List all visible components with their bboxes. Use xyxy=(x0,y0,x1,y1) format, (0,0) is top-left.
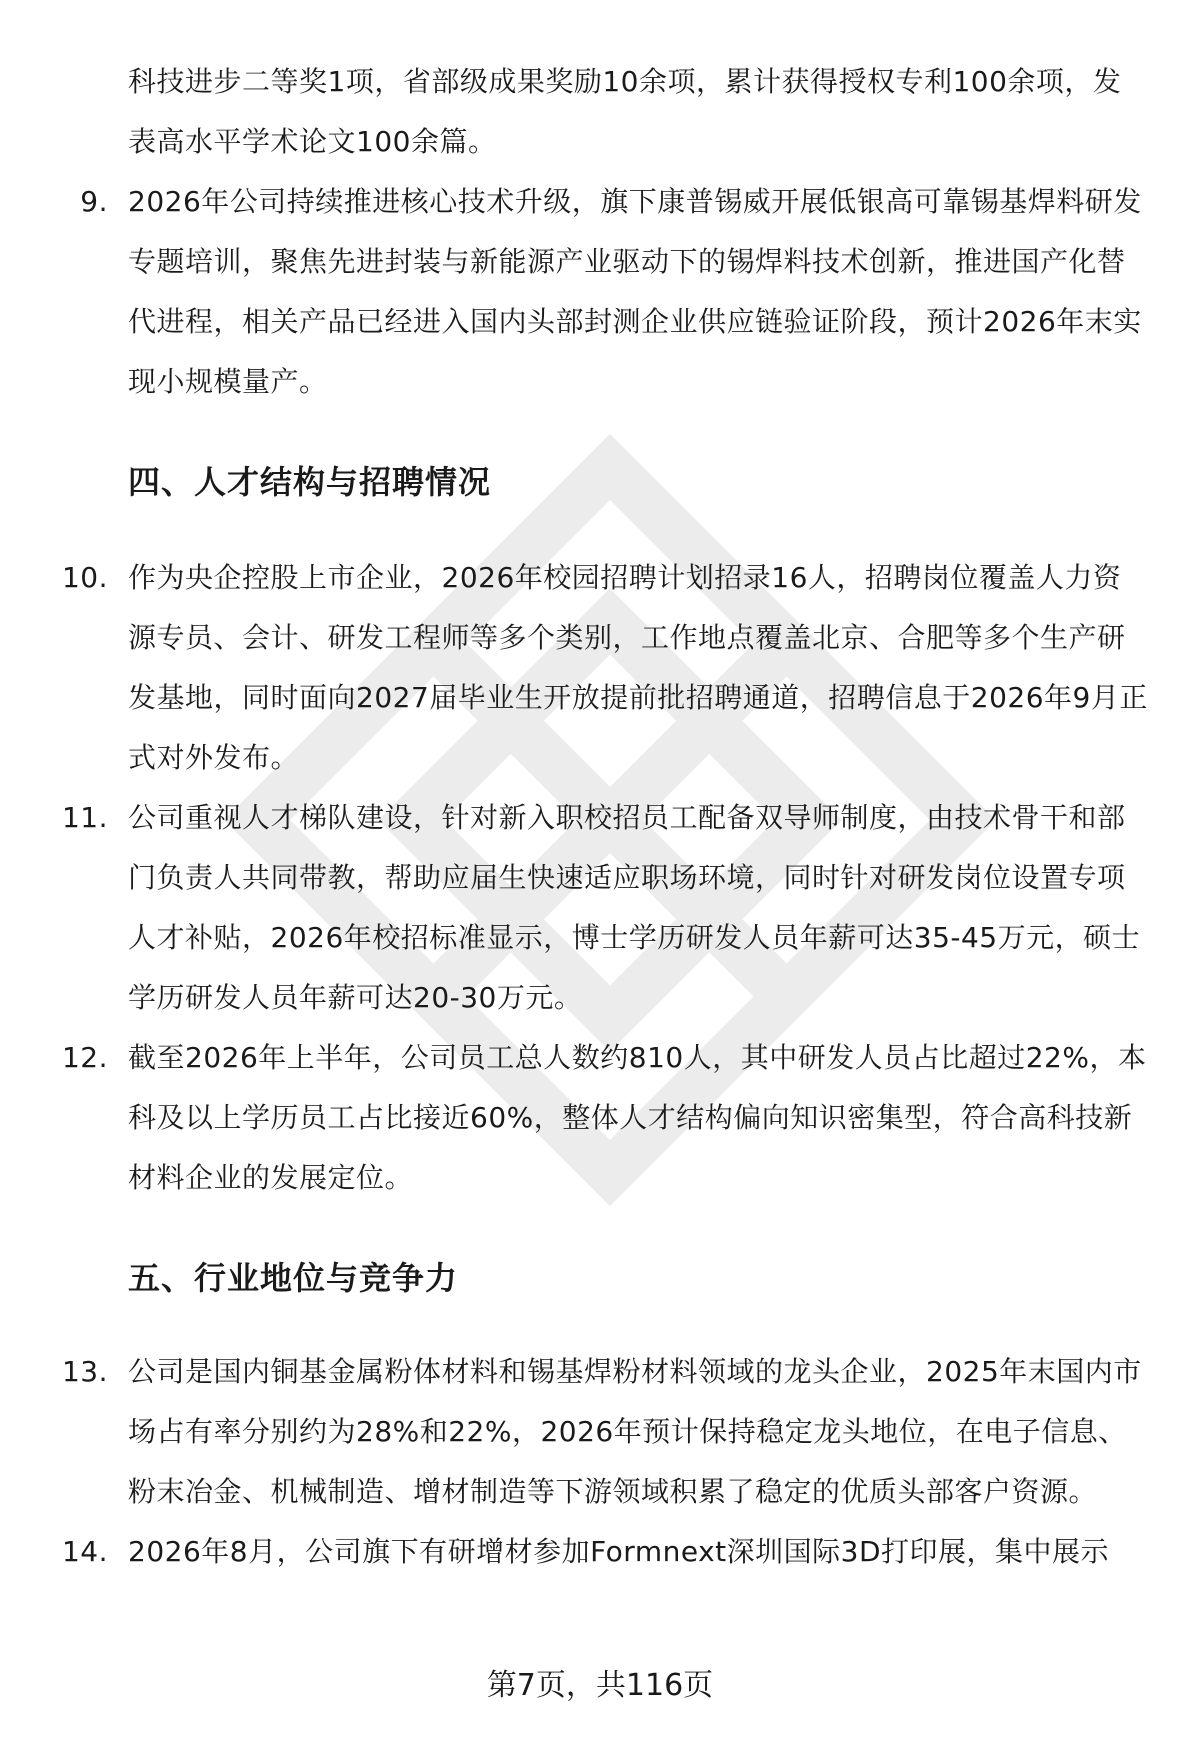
list-item xyxy=(0,1028,1200,1208)
list-item xyxy=(0,788,1200,1028)
list-item xyxy=(0,1342,1200,1522)
list-item-number: 13. xyxy=(61,1355,108,1388)
list-item-text: 2026年8月，公司旗下有研增材参加Formnext深圳国际3D打印展，集中展示 xyxy=(128,1535,1110,1568)
list-item-number: 10. xyxy=(61,561,108,594)
list-item-number: 11. xyxy=(61,801,108,834)
section-heading-talent: 四、人才结构与招聘情况 xyxy=(128,463,492,501)
list-item-number: 12. xyxy=(61,1041,108,1074)
list-item xyxy=(0,172,1200,412)
list-item-text: 公司是国内铜基金属粉体材料和锡基焊粉材料领域的龙头企业，2025年末国内市场占有率分别约为28%和22%，2026年预计保持稳定龙头地位，在电子信息、粉末冶金、机械制造、增材制造等下游领域积累了稳定的优质头部客户资源。 xyxy=(128,1355,1142,1508)
list-item-number: 9. xyxy=(80,185,108,218)
list-item-number: 14. xyxy=(61,1535,108,1568)
list-item-text: 截至2026年上半年，公司员工总人数约810人，其中研发人员占比超过22%，本科及以上学历员工占比接近60%，整体人才结构偏向知识密集型，符合高科技新材料企业的发展定位。 xyxy=(128,1041,1147,1194)
list-item-text: 作为央企控股上市企业，2026年校园招聘计划招录16人，招聘岗位覆盖人力资源专员、会计、研发工程师等多个类别，工作地点覆盖北京、合肥等多个生产研发基地，同时面向2027届毕业生开放提前批招聘通道，招聘信息于2026年9月正式对外发布。 xyxy=(128,561,1148,774)
section-heading-industry: 五、行业地位与竞争力 xyxy=(128,1259,459,1297)
list-item-text: 2026年公司持续推进核心技术升级，旗下康普锡威开展低银高可靠锡基焊料研发专题培训，聚焦先进封装与新能源产业驱动下的锡焊料技术创新，推进国产化替代进程，相关产品已经进入国内头部封测企业供应链验证阶段，预计2026年末实现小规模量产。 xyxy=(128,185,1142,398)
list-item xyxy=(0,1522,1200,1582)
list-item-text: 公司重视人才梯队建设，针对新入职校招员工配备双导师制度，由技术骨干和部门负责人共同带教，帮助应届生快速适应职场环境，同时针对研发岗位设置专项人才补贴，2026年校招标准显示，博士学历研发人员年薪可达35-45万元，硕士学历研发人员年薪可达20-30万元。 xyxy=(128,801,1141,1014)
page-number-footer: 第7页，共116页 xyxy=(486,1668,714,1703)
list-item xyxy=(0,548,1200,788)
continued-paragraph: 科技进步二等奖1项，省部级成果奖励10余项，累计获得授权专利100余项，发表高水平学术论文100余篇。 xyxy=(128,65,1122,158)
document-body xyxy=(0,52,1200,1582)
